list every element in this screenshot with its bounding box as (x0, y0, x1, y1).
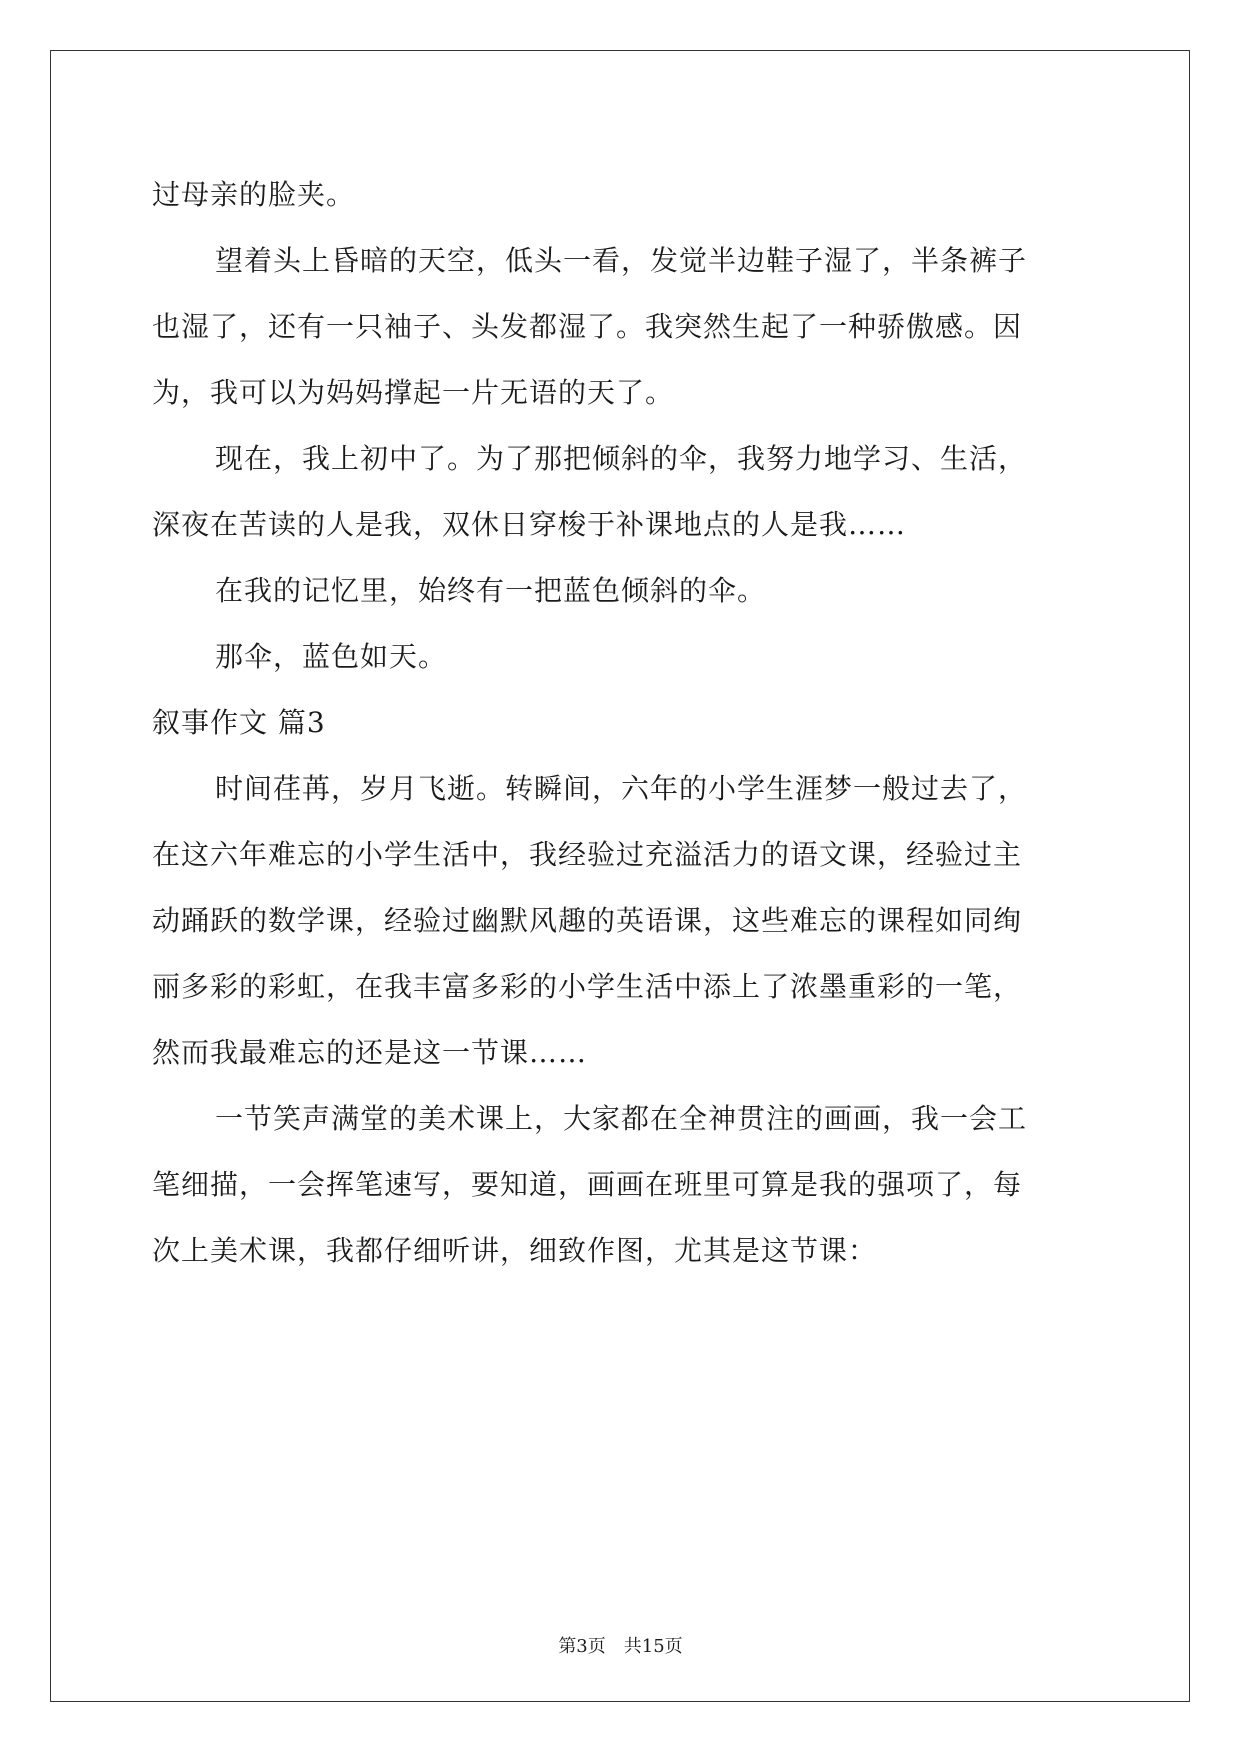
paragraph-start-line: 一节笑声满堂的美术课上，大家都在全神贯注的画画，我一会工 (215, 1102, 1028, 1135)
paragraph-start-line: 时间荏苒，岁月飞逝。转瞬间，六年的小学生涯梦一般过去了， (215, 772, 1028, 805)
paragraph-start-line: 那伞，蓝色如天。 (215, 640, 448, 673)
text-line: 深夜在苦读的人是我，双休日穿梭于补课地点的人是我…… (152, 508, 907, 541)
text-line: 然而我最难忘的还是这一节课…… (152, 1036, 588, 1069)
text-line: 在这六年难忘的小学生活中，我经验过充溢活力的语文课，经验过主 (152, 838, 1023, 871)
paragraph-start-line: 望着头上昏暗的天空，低头一看，发觉半边鞋子湿了，半条裤子 (215, 244, 1028, 277)
text-line: 为，我可以为妈妈撑起一片无语的天了。 (152, 376, 675, 409)
document-body (152, 162, 1092, 1284)
text-line: 也湿了，还有一只袖子、头发都湿了。我突然生起了一种骄傲感。因 (152, 310, 1023, 343)
paragraph-start-line: 在我的记忆里，始终有一把蓝色倾斜的伞。 (215, 574, 767, 607)
text-line: 丽多彩的彩虹，在我丰富多彩的小学生活中添上了浓墨重彩的一笔， (152, 970, 1023, 1003)
paragraph-start-line: 现在，我上初中了。为了那把倾斜的伞，我努力地学习、生活， (215, 442, 1028, 475)
section-heading: 叙事作文 篇3 (152, 706, 326, 739)
text-line: 次上美术课，我都仔细听讲，细致作图，尤其是这节课： (152, 1234, 878, 1267)
text-line: 动踊跃的数学课，经验过幽默风趣的英语课，这些难忘的课程如同绚 (152, 904, 1023, 937)
text-line: 笔细描，一会挥笔速写，要知道，画画在班里可算是我的强项了，每 (152, 1168, 1023, 1201)
page-number-footer: 第3页 共15页 (558, 1636, 683, 1657)
text-line: 过母亲的脸夹。 (152, 178, 356, 211)
